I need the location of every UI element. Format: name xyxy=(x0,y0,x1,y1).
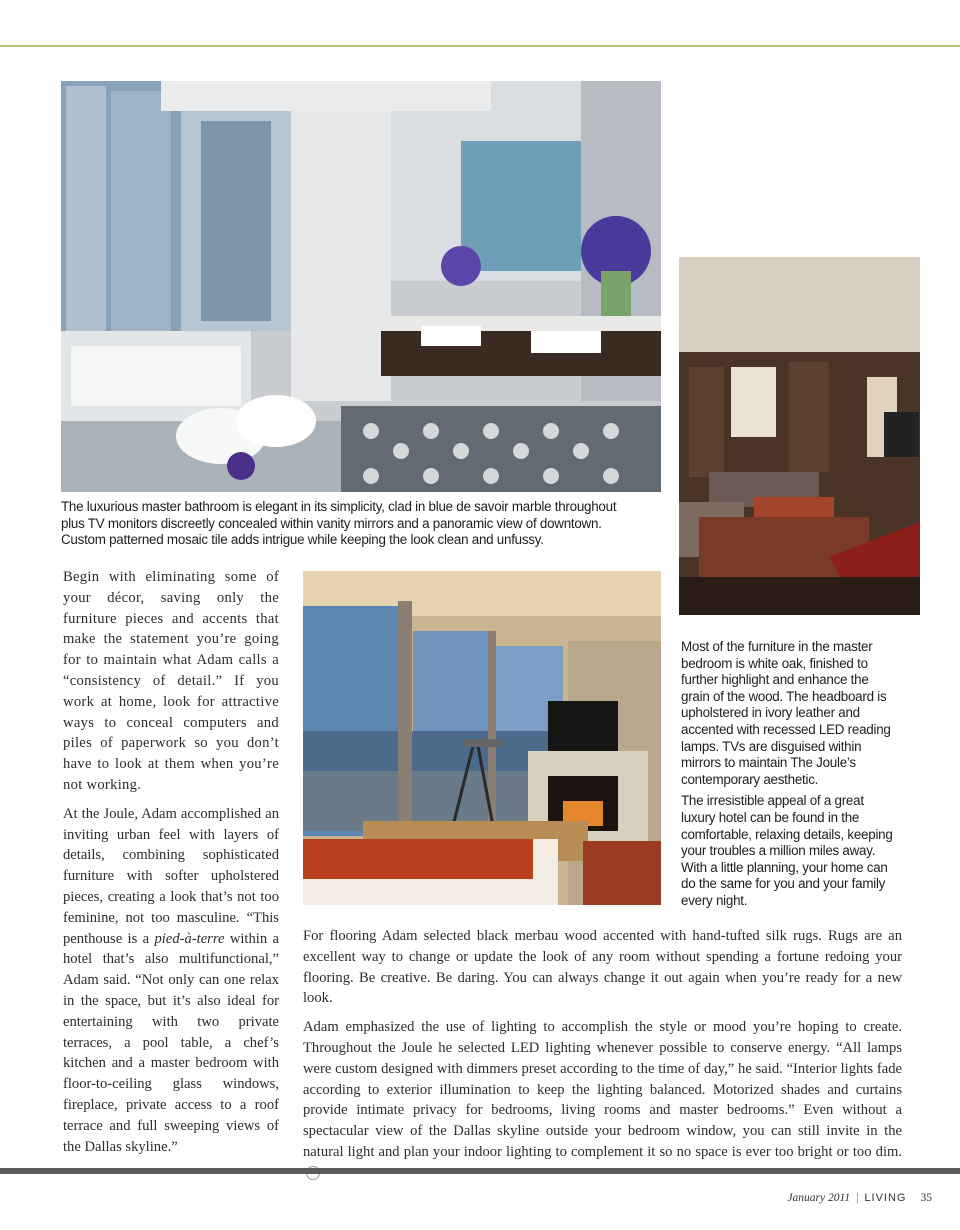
bathroom-caption xyxy=(61,499,621,554)
bedroom-caption-text-2: The irresistible appeal of a great luxury hotel can be found in the comfortable, relaxing details, keeping your troubles a million miles away. With a little planning, your home can do the same for you and your family every night. xyxy=(681,793,893,908)
bedroom-photo xyxy=(303,571,661,905)
left-paragraph-2-italic: pied-à-terre xyxy=(154,930,225,947)
left-text-column xyxy=(63,567,279,1165)
main-paragraph-1: For flooring Adam selected black merbau wood accented with hand-tufted silk rugs. Rugs are an excellent way to change or update the look of any room without spending a fortune redoing your flooring. Be creative. Be daring. You can always change it out again when you’re ready for a new look. xyxy=(303,928,902,1007)
main-paragraph-2-text: Adam emphasized the use of lighting to accomplish the style or mood you’re hoping to create. Throughout the Joule he selected LED lighting whenever possible to conserve energy. “All lamps were custom designed with dimmers preset according to the time of day,” he said. “Interior lights fade according to exterior illumination to keep the lighting balanced. Motorized shades and curtains provide intimate privacy for bedrooms, living rooms and master bedrooms.” Even without a spectacular view of the Dallas skyline outside your bedroom window, you can still invite in the natural light and plan your indoor lighting to complement it so no space is ever too bright or too dim. xyxy=(303,1019,902,1160)
left-paragraph-2 xyxy=(63,804,279,1158)
bottom-rule xyxy=(0,1168,960,1174)
top-rule xyxy=(0,45,960,47)
page-footer xyxy=(787,1192,932,1204)
left-paragraph-2-part-a: At the Joule, Adam accomplished an inviting urban feel with layers of details, combining sophisticated furniture with softer upholstered pieces, creating a look that’s not too feminine, not too masculine. “This penthouse is a xyxy=(63,805,279,947)
footer-date: January 2011 xyxy=(787,1192,851,1204)
page-number: 35 xyxy=(920,1192,932,1204)
main-text-column xyxy=(303,926,902,1192)
footer-magazine-name: LIVING xyxy=(864,1192,907,1204)
main-paragraph-2 xyxy=(303,1017,902,1183)
bathroom-photo xyxy=(61,81,661,492)
bedroom-caption xyxy=(681,639,895,915)
bedroom-caption-text-1: Most of the furniture in the master bedroom is white oak, finished to further highlight and enhance the grain of the wood. The headboard is upholstered in ivory leather and accented with recessed LED reading lamps. TVs are disguised within mirrors to maintain The Joule’s contemporary aesthetic. xyxy=(681,639,891,787)
left-paragraph-1: Begin with eliminating some of your décor, saving only the furniture pieces and accents that make the statement you’re going for to maintain what Adam calls a “consistency of detail.” If you work at home, look for attractive ways to conceal computers and piles of paperwork so you don’t have to look at them when you’re not working. xyxy=(63,569,279,793)
footer-separator: | xyxy=(856,1192,859,1204)
living-room-photo xyxy=(679,257,920,615)
bathroom-caption-text: The luxurious master bathroom is elegant in its simplicity, clad in blue de savoir marble throughout plus TV monitors discreetly concealed within vanity mirrors and a panoramic view of downtown. Custom patterned mosaic tile adds intrigue while keeping the look clean and unfussy. xyxy=(61,499,617,548)
left-paragraph-2-part-b: within a hotel that’s also multifunctional,” Adam said. “Not only can one relax in the space, but it’s also ideal for entertaining with two private terraces, a pool table, a chef’s kitchen and a master bedroom with floor-to-ceiling glass windows, fireplace, private access to a roof terrace and full sweeping views of the Dallas skyline.” xyxy=(63,930,279,1155)
